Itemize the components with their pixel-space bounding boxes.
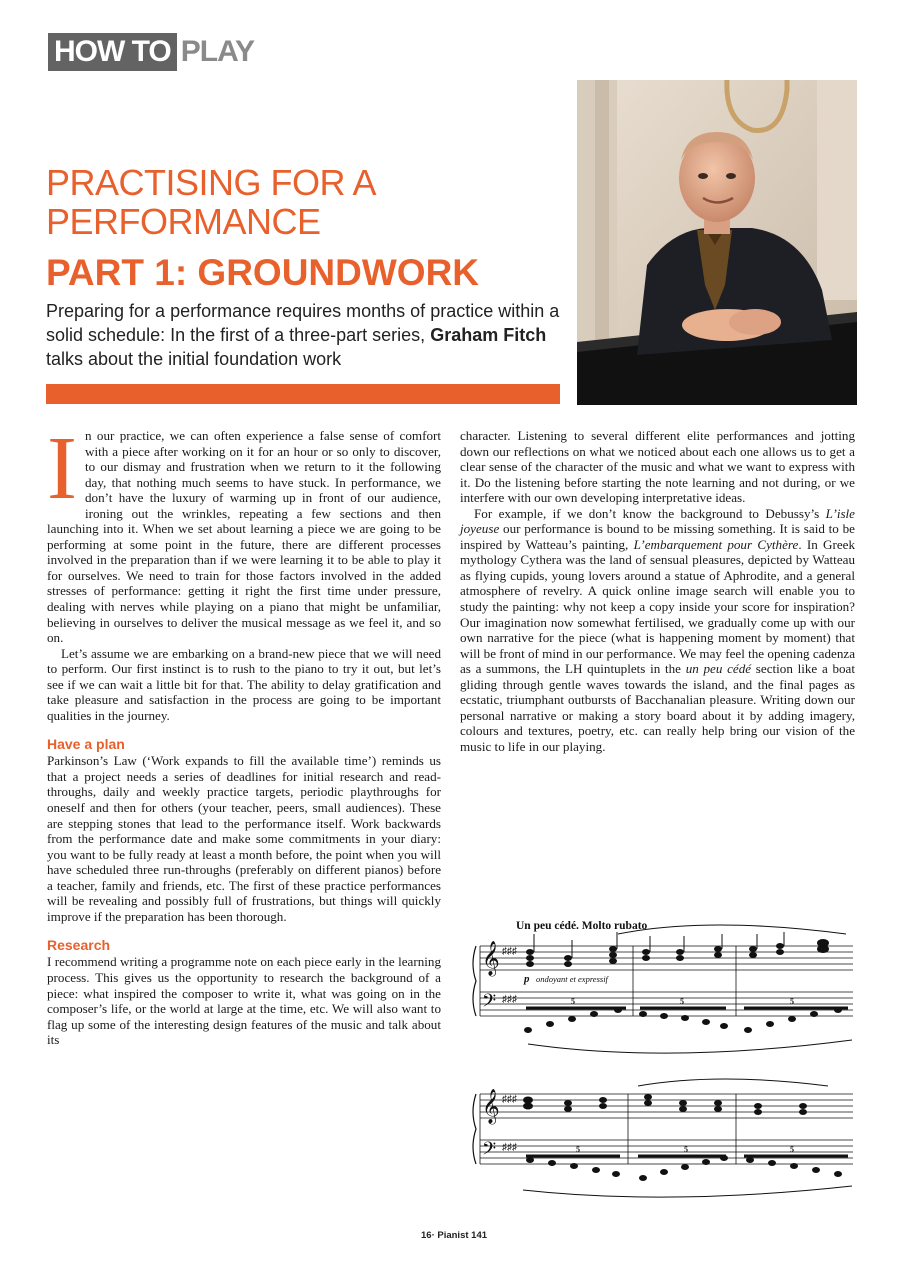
tuplet-number-5: 5 (684, 1145, 688, 1154)
article-title: PRACTISING FOR A PERFORMANCE (46, 162, 375, 242)
body-paragraph: Let’s assume we are embarking on a brand-new piece that we will need to perform. Our first instinct is to rush to the piano to try it out, but let’s see if we can wait a little bit for that. The ability to delay gratification and take pleasure and satisfaction in the process are going to be important qualities in the journey. (47, 645, 441, 723)
author-photo (577, 80, 857, 405)
section-header (48, 33, 254, 71)
work-title-lisle-joyeuse: L’isle joyeuse (460, 505, 855, 537)
svg-text:𝄢: 𝄢 (482, 1138, 497, 1163)
painting-title: L’embarquement pour Cythère (633, 536, 799, 552)
tuplet-number-3: 5 (790, 997, 794, 1006)
tempo-marking: Un peu cédé. Molto rubato (516, 920, 648, 932)
svg-text:𝄞: 𝄞 (482, 942, 500, 975)
plan-paragraph: Parkinson’s Law (‘Work expands to fill the available time’) reminds us that a project needs a series of deadlines for initial research and read-throughs, daily and weekly practice targets, periodic playthroughs for oneself and then for others (your teacher, peers, small audiences). These are stepping stones that lead to the performance itself. Work backwards from the performance date and make some commitments in your diary: you want to be fully ready at least a month before, the point when you will have scheduled three run-throughs (preferably on different pianos) before a teacher, family and friends, etc. The first of these practice performances will be revealing and possibly full of frustrations, but things will quickly improve if the preparation has been thorough. (47, 753, 441, 924)
debussy-text-a: For example, if we don’t know the background to Debussy’s (474, 505, 826, 521)
standfirst (46, 299, 566, 371)
author-name: Graham Fitch (430, 325, 547, 345)
research-paragraph: I recommend writing a programme note on each piece early in the learning process. This gives us the opportunity to research the background of a piece: what inspired the composer to write it, what was going on in the composer’s life, or the world at large at the time, etc. We will also want to flag up some of the interesting design features of the music and talk about its (47, 954, 441, 1048)
svg-text:♯♯♯: ♯♯♯ (502, 1142, 517, 1153)
svg-text:𝄞: 𝄞 (482, 1090, 500, 1123)
section-header-play: PLAY (180, 35, 255, 68)
heading-research: Research (47, 937, 111, 954)
page-footer (0, 1230, 908, 1241)
expression-marking: ondoyant et expressif (536, 974, 608, 984)
svg-text:♯♯♯: ♯♯♯ (502, 994, 517, 1005)
section-marking: un peu cédé (685, 661, 752, 677)
svg-text:𝄢: 𝄢 (482, 990, 497, 1015)
svg-text:♯♯♯: ♯♯♯ (502, 946, 517, 957)
debussy-paragraph (460, 506, 855, 755)
tuplet-number-2: 5 (680, 997, 684, 1006)
tuplet-number-1: 5 (571, 997, 575, 1006)
tuplet-number-6: 5 (790, 1145, 794, 1154)
section-header-how-to: HOW TO (48, 33, 177, 71)
intro-text: n our practice, we can often experience a false sense of comfort with a piece after working on it for an hour or so only to discover, to our dismay and frustration when we return to it the following day, that nothing much seems to have stuck. In performance, we don’t have the luxury of warming up in front of our audience, ironing out the wrinkles, repeating a few sections and then launching into it. When we set about learning a piece we are going to be performing at some point in the future, there are different processes involved in the preparation than if we were learning it to be able to play it for ourselves. We need to train for those factors involved in the added stresses of performance: getting it right the first time under pressure, dealing with nerves while playing on a piano that might be unfamiliar, believing in ourselves to deliver the musical message as we feel it, and so on. (47, 428, 441, 646)
tuplet-number-4: 5 (576, 1145, 580, 1154)
debussy-text-b: our performance is bound to be missing something. It is said to be inspired by Watteau’s painting, (460, 521, 855, 552)
footer-separator: · (431, 1230, 438, 1241)
magazine-issue: Pianist 141 (437, 1230, 488, 1241)
accent-rule (46, 384, 560, 404)
author-photo-illustration (577, 80, 857, 405)
debussy-text-c: . In Greek mythology Cythera was the land of sensual pleasures, depicted by Watteau as flying cupids, young lovers around a statue of Aphrodite, and a general atmosphere of revelry. A quick online image search will enable you to study the painting: why not keep a copy inside your score for inspiration? Our imagination now somewhat fertilised, we gradually come up with our own narrative for the piece (what is happening moment by moment) that will be front of mind in our performance. We may feel the opening cadenza as a summons, the LH quintuplets in the (460, 536, 856, 677)
debussy-text-d: section like a boat gliding through gentle waves towards the island, and the final pages as ecstatic, triumphant outbursts of Bacchanalian pleasure. Writing down our personal narrative or making a story board about it by adding imagery, colours and textures, poetry, etc. can really help bring our vision of the music to life in our playing. (460, 661, 856, 754)
dynamic-marking: p (524, 973, 530, 985)
page-number: 16 (420, 1230, 432, 1241)
svg-text:♯♯♯: ♯♯♯ (502, 1094, 517, 1105)
music-score-excerpt (468, 914, 858, 1214)
standfirst-text-end: talks about the initial foundation work (46, 349, 342, 369)
article-subtitle: PART 1: GROUNDWORK (46, 252, 480, 293)
drop-cap: I (47, 419, 77, 518)
heading-have-a-plan: Have a plan (47, 736, 125, 753)
article-column-1 (47, 419, 441, 1048)
intro-paragraph (47, 419, 441, 646)
score-staves (468, 914, 858, 1214)
character-paragraph: character. Listening to several different elite performances and jotting down our reflections on what we noticed about each one allows us to get a clear sense of the character of the music and what we want to express with it. Do the listening before starting the note learning and not during, or we interfere with our own developing interpretative ideas. (460, 428, 855, 506)
standfirst-text: Preparing for a performance requires months of practice within a solid schedule: In the first of a three-part series, (46, 301, 560, 345)
article-column-2 (460, 428, 855, 754)
